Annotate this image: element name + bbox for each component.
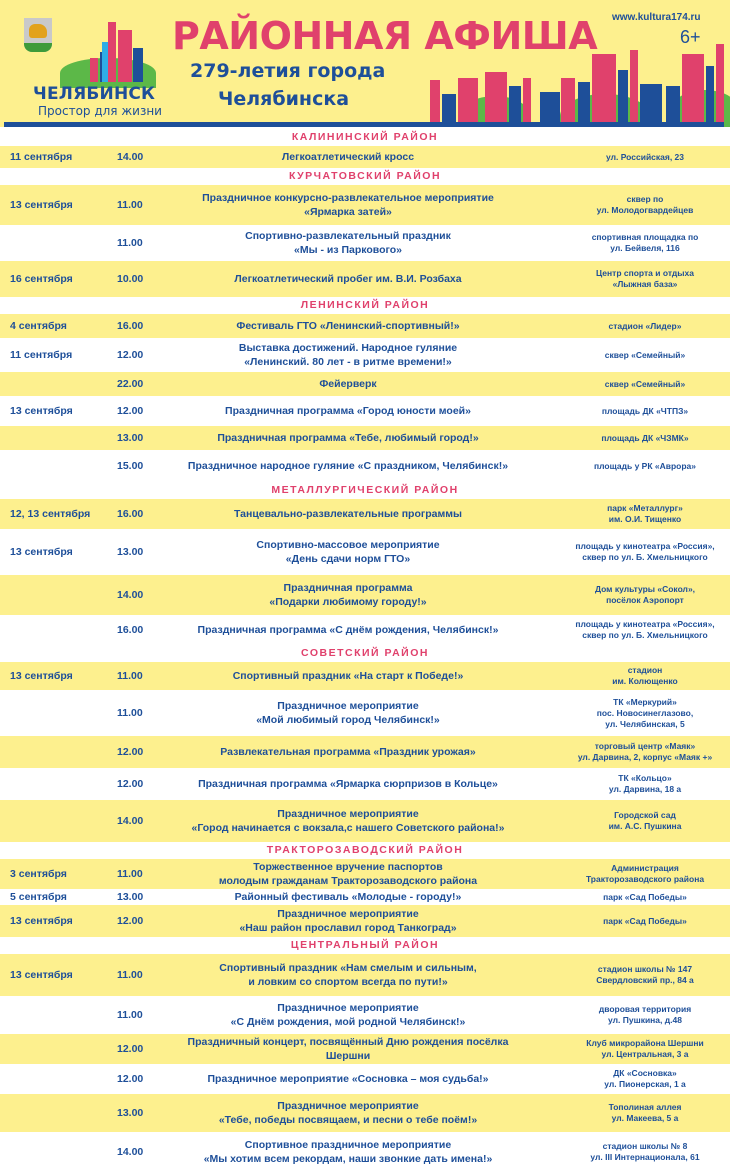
event-title — [170, 377, 526, 391]
event-venue — [570, 350, 720, 361]
event-time: 11.00 — [117, 1009, 143, 1021]
event-time: 12.00 — [117, 1073, 144, 1085]
event-venue-line: площадь у РК «Аврора» — [593, 460, 697, 471]
event-row — [0, 225, 730, 261]
event-venue — [570, 406, 720, 417]
event-title-line: и ловким со спортом всегда по пути!» — [248, 976, 448, 988]
district-heading: МЕТАЛЛУРГИЧЕСКИЙ РАЙОН — [0, 482, 730, 499]
event-title-line: Праздничная программа «Город юности моей» — [225, 405, 471, 417]
event-title-line: Праздничное народное гуляние «С праздником, Челябинск!» — [187, 460, 509, 472]
event-time: 12.00 — [117, 349, 144, 361]
district-heading: КУРЧАТОВСКИЙ РАЙОН — [0, 168, 730, 185]
event-row — [0, 996, 730, 1034]
event-venue-line: площадь ДК «ЧТПЗ» — [601, 405, 689, 416]
event-time: 13.00 — [117, 546, 144, 558]
event-time: 11.00 — [117, 969, 143, 981]
event-title — [170, 1138, 526, 1166]
event-time: 14.00 — [117, 589, 144, 601]
event-venue — [570, 1004, 720, 1026]
event-venue-line: парк «Металлург» — [607, 503, 683, 513]
event-row — [0, 736, 730, 768]
event-venue-line: Администрация — [611, 863, 679, 873]
event-title — [170, 272, 526, 286]
event-title-line: Районный фестиваль «Молодые - городу!» — [234, 891, 462, 903]
event-venue — [570, 1068, 720, 1090]
event-row — [0, 800, 730, 842]
event-time: 16.00 — [117, 624, 144, 636]
event-venue-line: стадион школы № 8 — [602, 1141, 688, 1151]
district-heading: ЦЕНТРАЛЬНЫЙ РАЙОН — [0, 937, 730, 954]
event-date: 11 сентября — [10, 349, 73, 361]
event-title-line: «Город начинается с вокзала,с нашего Советского района!» — [191, 822, 505, 834]
event-date: 4 сентября — [10, 320, 67, 332]
event-title — [170, 860, 526, 888]
event-venue — [570, 433, 720, 444]
event-venue — [570, 697, 720, 730]
event-venue-line: посёлок Аэропорт — [606, 595, 684, 605]
event-time: 13.00 — [117, 432, 144, 444]
event-time: 11.00 — [117, 707, 143, 719]
event-venue-line: Центр спорта и отдыха — [595, 268, 694, 278]
event-venue-line: стадион школы № 147 — [597, 964, 693, 974]
event-venue-line: пос. Новосинеглазово, — [596, 707, 694, 718]
event-venue-line: Тракторозаводского района — [585, 874, 705, 884]
event-row — [0, 1132, 730, 1172]
poster-title: РАЙОННАЯ АФИША — [172, 14, 598, 58]
age-rating-badge: 6+ — [680, 27, 701, 47]
event-venue — [570, 1038, 720, 1060]
event-venue-line: «Лыжная база» — [612, 279, 678, 289]
event-title-line: Спортивный праздник «На старт к Победе!» — [232, 670, 464, 682]
event-venue-line: ул. Бейвеля, 116 — [610, 243, 680, 253]
event-venue — [570, 194, 720, 216]
event-date: 12, 13 сентября — [10, 508, 91, 520]
event-title — [170, 1072, 526, 1086]
event-venue-line: ТК «Кольцо» — [618, 773, 672, 783]
event-title-line: Праздничное конкурсно-развлекательное мероприятие — [202, 192, 494, 204]
event-title-line: «Тебе, победы посвящаем, и песни о тебе поём!» — [218, 1114, 478, 1126]
event-time: 16.00 — [117, 508, 144, 520]
event-row — [0, 146, 730, 168]
event-row — [0, 372, 730, 396]
event-row — [0, 426, 730, 450]
poster-header — [0, 0, 730, 127]
event-title — [170, 1001, 526, 1029]
event-venue-line: площадь ДК «ЧЗМК» — [601, 432, 689, 443]
event-title-line: «Мой любимый город Челябинск!» — [256, 714, 440, 726]
event-title — [170, 669, 526, 683]
header-divider — [4, 122, 724, 127]
logo-city-name: ЧЕЛЯБИНСК — [33, 84, 156, 104]
event-time: 14.00 — [117, 151, 144, 163]
event-title-line: Фейерверк — [319, 378, 377, 390]
event-venue — [570, 741, 720, 763]
event-title-line: Праздничная программа «Тебе, любимый город!» — [217, 432, 479, 444]
event-venue-line: сквер по — [626, 194, 664, 204]
event-title-line: «Подарки любимому городу!» — [269, 596, 427, 608]
event-title — [170, 538, 526, 566]
event-time: 12.00 — [117, 778, 144, 790]
event-row — [0, 615, 730, 645]
event-venue-line: ул. Молодогвардейцев — [596, 205, 694, 215]
event-row — [0, 768, 730, 800]
event-venue — [570, 152, 720, 163]
district-heading: ЛЕНИНСКИЙ РАЙОН — [0, 297, 730, 314]
event-title-line: «Мы - из Паркового» — [293, 244, 403, 256]
event-time: 12.00 — [117, 746, 144, 758]
event-row — [0, 529, 730, 575]
event-title-line: «С Днём рождения, мой родной Челябинск!» — [230, 1016, 466, 1028]
event-venue — [570, 964, 720, 986]
event-title-line: молодым гражданам Тракторозаводского района — [218, 875, 478, 887]
event-row — [0, 185, 730, 225]
event-row — [0, 450, 730, 482]
event-venue — [570, 584, 720, 606]
event-venue-line: ул. Дарвина, 18 а — [608, 784, 682, 794]
event-venue-line: ул. Центральная, 3 а — [601, 1049, 689, 1059]
event-title-line: Легкоатлетический кросс — [281, 151, 415, 163]
event-row — [0, 338, 730, 372]
event-venue-line: парк «Сад Победы» — [603, 891, 687, 902]
event-row — [0, 889, 730, 905]
event-venue-line: Городской сад — [614, 810, 676, 820]
event-time: 11.00 — [117, 199, 143, 211]
event-venue-line: им. А.С. Пушкина — [608, 821, 682, 831]
event-venue-line: площадь у кинотеатра «Россия», — [575, 619, 715, 629]
event-row — [0, 662, 730, 690]
event-venue — [570, 892, 720, 903]
district-heading: СОВЕТСКИЙ РАЙОН — [0, 645, 730, 662]
event-title — [170, 890, 526, 904]
event-title — [170, 623, 526, 637]
event-time: 12.00 — [117, 1043, 144, 1055]
event-date: 5 сентября — [10, 891, 67, 903]
event-title-line: Фестиваль ГТО «Ленинский-спортивный!» — [236, 320, 460, 332]
event-title-line: «День сдачи норм ГТО» — [285, 553, 411, 565]
event-title — [170, 777, 526, 791]
event-schedule — [0, 129, 730, 1172]
event-venue-line: ул. Макеева, 5 а — [611, 1113, 679, 1123]
event-venue — [570, 268, 720, 290]
event-venue-line: ул. III Интернационала, 61 — [590, 1152, 700, 1162]
event-title-line: «Ленинский. 80 лет - в ритме времени!» — [244, 356, 452, 368]
event-title-line: Спортивно-массовое мероприятие — [256, 539, 440, 551]
city-logo-icon — [58, 10, 158, 82]
event-title-line: «Ярмарка затей» — [304, 206, 392, 218]
event-venue-line: Дом культуры «Сокол», — [594, 584, 696, 594]
event-title-line: Танцевально-развлекательные программы — [233, 508, 463, 520]
event-date: 13 сентября — [10, 969, 73, 981]
event-title-line: Праздничная программа «Ярмарка сюрпризов в Кольце» — [198, 778, 498, 790]
event-venue-line: сквер по ул. Б. Хмельницкого — [582, 630, 708, 640]
event-title — [170, 191, 526, 219]
event-time: 10.00 — [117, 273, 144, 285]
district-heading: ТРАКТОРОЗАВОДСКИЙ РАЙОН — [0, 842, 730, 859]
event-title-line: Развлекательная программа «Праздник урожая» — [220, 746, 476, 758]
event-title-line: Праздничное мероприятие — [277, 908, 419, 920]
event-row — [0, 1064, 730, 1094]
event-venue-line: ТК «Меркурий» — [613, 696, 677, 707]
event-time: 11.00 — [117, 237, 143, 249]
event-title — [170, 319, 526, 333]
event-venue-line: торговый центр «Маяк» — [594, 741, 696, 751]
event-venue-line: сквер «Семейный» — [604, 378, 686, 389]
event-date: 13 сентября — [10, 915, 73, 927]
event-row — [0, 396, 730, 426]
event-time: 16.00 — [117, 320, 144, 332]
event-venue-line: Клуб микрорайона Шершни — [586, 1038, 704, 1048]
event-row — [0, 499, 730, 529]
event-title-line: Праздничное мероприятие — [277, 808, 419, 820]
event-title-line: Праздничная программа «С днём рождения, Челябинск!» — [197, 624, 499, 636]
event-venue — [570, 619, 720, 641]
event-venue — [570, 503, 720, 525]
event-title — [170, 581, 526, 609]
event-time: 22.00 — [117, 378, 144, 390]
event-date: 11 сентября — [10, 151, 73, 163]
event-venue — [570, 379, 720, 390]
logo-tagline: Простор для жизни — [38, 104, 162, 118]
event-title — [170, 150, 526, 164]
event-row — [0, 690, 730, 736]
district-heading: КАЛИНИНСКИЙ РАЙОН — [0, 129, 730, 146]
event-title-line: Праздничное мероприятие — [277, 700, 419, 712]
event-title — [170, 745, 526, 759]
event-title-line: Праздничная программа — [283, 582, 413, 594]
event-venue-line: ул. Российская, 23 — [605, 151, 685, 162]
event-title-line: Праздничное мероприятие — [277, 1002, 419, 1014]
event-row — [0, 1034, 730, 1064]
event-title — [170, 341, 526, 369]
event-venue-line: сквер по ул. Б. Хмельницкого — [582, 552, 708, 562]
event-title — [170, 1099, 526, 1127]
event-time: 14.00 — [117, 815, 144, 827]
event-title-line: Праздничный концерт, посвящённый Дню рождения посёлка Шершни — [187, 1036, 509, 1062]
event-venue-line: парк «Сад Победы» — [603, 915, 687, 926]
event-venue-line: им. О.И. Тищенко — [608, 514, 682, 524]
event-title — [170, 229, 526, 257]
event-title — [170, 961, 526, 989]
event-venue-line: Тополиная аллея — [608, 1102, 682, 1112]
event-time: 13.00 — [117, 891, 144, 903]
event-time: 15.00 — [117, 460, 144, 472]
event-time: 12.00 — [117, 405, 144, 417]
event-venue-line: стадион — [627, 665, 663, 675]
event-venue — [570, 773, 720, 795]
website-link[interactable]: www.kultura174.ru — [612, 12, 701, 23]
event-venue-line: дворовая территория — [598, 1004, 692, 1014]
event-venue — [570, 541, 720, 563]
event-title — [170, 404, 526, 418]
event-title — [170, 807, 526, 835]
event-venue — [570, 1102, 720, 1124]
event-venue — [570, 1141, 720, 1163]
event-venue-line: ул. Пушкина, д.48 — [608, 1015, 682, 1025]
coat-of-arms-icon — [24, 18, 52, 52]
event-venue — [570, 321, 720, 332]
event-title — [170, 507, 526, 521]
event-venue-line: стадион «Лидер» — [608, 320, 682, 331]
event-row — [0, 314, 730, 338]
event-date: 13 сентября — [10, 546, 73, 558]
event-title — [170, 1035, 526, 1063]
poster-subtitle-line1: 279-летия города — [190, 60, 386, 82]
event-title — [170, 431, 526, 445]
event-date: 13 сентября — [10, 199, 73, 211]
event-date: 3 сентября — [10, 868, 67, 880]
event-venue-line: сквер «Семейный» — [604, 349, 686, 360]
event-title-line: Выставка достижений. Народное гуляние — [238, 342, 458, 354]
poster-subtitle-line2: Челябинска — [218, 88, 350, 110]
event-title-line: Праздничное мероприятие «Сосновка – моя судьба!» — [207, 1073, 489, 1085]
event-row — [0, 575, 730, 615]
event-venue-line: площадь у кинотеатра «Россия», — [575, 541, 715, 551]
event-row — [0, 954, 730, 996]
event-title-line: «Наш район прославил город Танкоград» — [239, 922, 457, 934]
event-row — [0, 905, 730, 937]
event-title-line: Спортивное праздничное мероприятие — [244, 1139, 452, 1151]
event-title — [170, 459, 526, 473]
event-time: 12.00 — [117, 915, 144, 927]
event-venue-line: ул. Дарвина, 2, корпус «Маяк +» — [577, 752, 713, 762]
event-row — [0, 261, 730, 297]
event-time: 11.00 — [117, 670, 143, 682]
event-title-line: «Мы хотим всем рекордам, наши звонкие дать имена!» — [203, 1153, 493, 1165]
event-title-line: Спортивно-развлекательный праздник — [245, 230, 451, 242]
event-venue — [570, 665, 720, 687]
event-venue-line: ДК «Сосновка» — [613, 1068, 677, 1078]
event-venue — [570, 461, 720, 472]
event-time: 11.00 — [117, 868, 143, 880]
event-row — [0, 1094, 730, 1132]
event-venue-line: им. Колющенко — [612, 676, 678, 686]
event-venue-line: Свердловский пр., 84 а — [596, 975, 694, 985]
event-venue-line: спортивная площадка по — [591, 232, 699, 242]
event-venue — [570, 232, 720, 254]
event-title-line: Легкоатлетический пробег им. В.И. Розбаха — [234, 273, 462, 285]
event-time: 14.00 — [117, 1146, 144, 1158]
event-date: 13 сентября — [10, 670, 73, 682]
event-time: 13.00 — [117, 1107, 144, 1119]
event-date: 13 сентября — [10, 405, 73, 417]
event-venue — [570, 810, 720, 832]
event-title-line: Спортивный праздник «Нам смелым и сильным, — [219, 962, 477, 974]
event-date: 16 сентября — [10, 273, 73, 285]
event-venue — [570, 863, 720, 885]
event-title-line: Торжественное вручение паспортов — [253, 861, 443, 873]
event-venue-line: ул. Челябинская, 5 — [605, 718, 685, 729]
event-venue — [570, 916, 720, 927]
event-title-line: Праздничное мероприятие — [277, 1100, 419, 1112]
event-row — [0, 859, 730, 889]
event-title — [170, 907, 526, 935]
event-venue-line: ул. Пионерская, 1 а — [604, 1079, 686, 1089]
event-title — [170, 699, 526, 727]
